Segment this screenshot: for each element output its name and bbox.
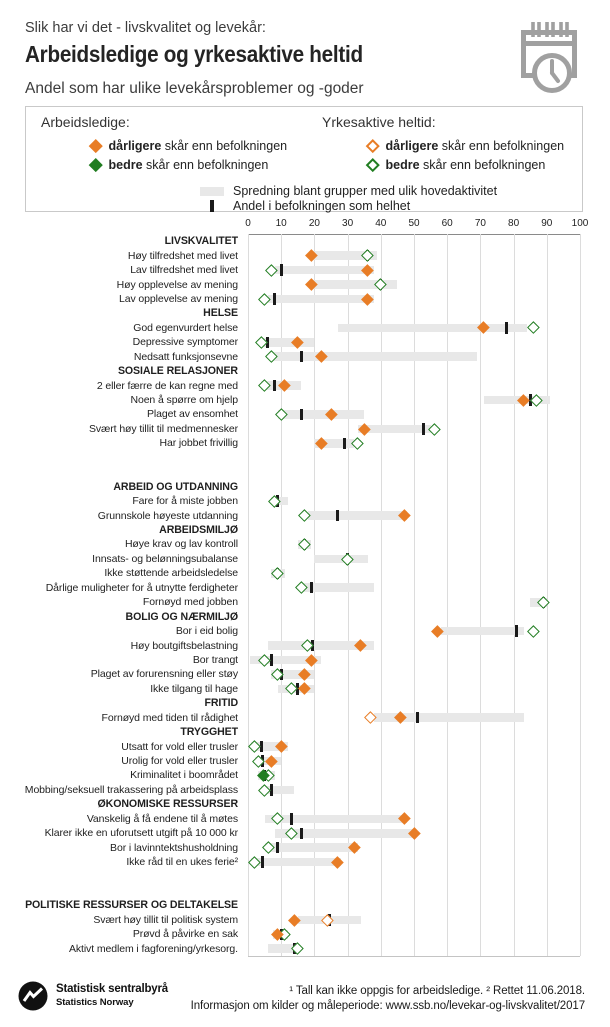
- row-label: 2 eller færre de kan regne med: [96, 379, 238, 392]
- row-label: Ikke støttende arbeidsledelse: [104, 567, 238, 580]
- population-tick: [261, 856, 264, 867]
- row-label: Fornøyd med tiden til rådighet: [101, 711, 238, 724]
- row-label: Nedsatt funksjonsevne: [133, 350, 238, 363]
- population-tick: [422, 423, 425, 434]
- section-header-label: TRYGGHET: [180, 726, 238, 739]
- footnote-line-1: ¹ Tall kan ikke oppgis for arbeidsledige. ² Rettet 11.06.2018.: [289, 985, 585, 997]
- population-tick: [336, 510, 339, 521]
- diamond-filled-orange-icon: [89, 139, 102, 152]
- spread-bar-icon: [199, 187, 225, 196]
- row-label: Bor trangt: [192, 653, 238, 666]
- legend-item: [91, 139, 287, 153]
- row-label: Urolig for vold eller trusler: [121, 755, 238, 768]
- spread-bar: [268, 295, 374, 304]
- x-axis-tick-label: 20: [308, 218, 320, 229]
- gridline: [514, 234, 515, 956]
- section-header-label: POLITISKE RESSURSER OG DELTAKELSE: [25, 899, 238, 912]
- org-name-english: Statistics Norway: [56, 997, 134, 1008]
- ssb-logo-icon: [18, 981, 48, 1011]
- row-label: Svært høy tillit til politisk system: [93, 913, 238, 926]
- calendar-clock-icon: [519, 20, 579, 99]
- footnote-line-2: Informasjon om kilder og måleperiode: www.ssb.no/levekar-og-livskvalitet/2017: [190, 999, 585, 1012]
- kicker-text: Slik har vi det - livskvalitet og levekår:: [25, 20, 266, 36]
- row-label: Høye krav og lav kontroll: [124, 538, 238, 551]
- population-tick: [300, 409, 303, 420]
- row-label: Ikke råd til en ukes ferie²: [126, 856, 238, 869]
- row-label: Lav tilfredshet med livet: [130, 264, 238, 277]
- footnotes: [150, 984, 585, 1013]
- population-tick: [290, 813, 293, 824]
- legend-item-label: Spredning blant grupper med ulik hovedaktivitet: [233, 184, 498, 198]
- row-label: Høy opplevelse av mening: [116, 278, 238, 291]
- diamond-outline-green-icon: [366, 158, 379, 171]
- population-tick: [273, 380, 276, 391]
- row-label: Svært høy tillit til medmennesker: [89, 422, 238, 435]
- population-tick: [505, 322, 508, 333]
- section-header-label: ARBEIDSMILJØ: [159, 524, 238, 537]
- row-label: Prøvd å påvirke en sak: [132, 928, 238, 941]
- spread-bar: [268, 944, 295, 953]
- legend-item: [91, 158, 268, 172]
- row-label: God egenvurdert helse: [133, 321, 238, 334]
- diamond-outline-orange-icon: [366, 139, 379, 152]
- section-header-label: HELSE: [203, 307, 238, 320]
- population-tick: [273, 293, 276, 304]
- row-label: Innsats- og belønningsubalanse: [92, 552, 238, 565]
- row-label: Noen å spørre om hjelp: [130, 394, 238, 407]
- row-label: Klarer ikke en uforutsett utgift på 10 000 kr: [44, 827, 238, 840]
- gridline: [547, 234, 548, 956]
- legend-item-label: Andel i befolkningen som helhet: [233, 199, 411, 213]
- spread-bar: [338, 324, 527, 333]
- section-header-label: LIVSKVALITET: [164, 235, 238, 248]
- row-label: Utsatt for vold eller trusler: [121, 740, 238, 753]
- gridline: [447, 234, 448, 956]
- gridline: [248, 234, 249, 956]
- row-label: Har jobbet frivillig: [159, 437, 238, 450]
- legend-item: [368, 139, 564, 153]
- section-header-label: ARBEID OG UTDANNING: [113, 480, 238, 493]
- legend-title-yrkesaktive: Yrkesaktive heltid:: [322, 114, 436, 130]
- gridline: [480, 234, 481, 956]
- legend-item-label: dårligere skår enn befolkningen: [108, 139, 288, 153]
- yrkesaktive-marker: [527, 322, 539, 334]
- legend-item-label: bedre skår enn befolkningen: [385, 158, 546, 172]
- legend-item-label: bedre skår enn befolkningen: [108, 158, 269, 172]
- row-label: Aktivt medlem i fagforening/yrkesorg.: [68, 942, 238, 955]
- population-tick: [310, 582, 313, 593]
- population-tick: [280, 264, 283, 275]
- spread-bar: [304, 583, 374, 592]
- spread-bar: [278, 410, 364, 419]
- population-tick: [343, 438, 346, 449]
- x-axis-tick-label: 100: [571, 218, 589, 229]
- row-label: Fare for å miste jobben: [132, 495, 238, 508]
- legend-item-population: [199, 199, 410, 213]
- org-name: Statistisk sentralbyrå: [56, 983, 168, 995]
- row-label: Ikke tilgang til hage: [150, 682, 238, 695]
- population-tick: [300, 828, 303, 839]
- row-label: Høy boutgiftsbelastning: [130, 639, 238, 652]
- row-label: Grunnskole høyeste utdanning: [97, 509, 238, 522]
- x-axis-tick-label: 80: [508, 218, 520, 229]
- section-header-label: FRITID: [204, 697, 238, 710]
- row-label: Fornøyd med jobben: [142, 596, 238, 609]
- x-axis-tick-label: 50: [408, 218, 420, 229]
- population-tick: [515, 625, 518, 636]
- legend-item-spread: [199, 184, 497, 198]
- legend-item-label: dårligere skår enn befolkningen: [385, 139, 565, 153]
- x-axis-tick-label: 40: [375, 218, 387, 229]
- axis-bottom-line: [248, 956, 580, 957]
- spread-bar: [265, 815, 408, 824]
- x-axis-tick-label: 30: [342, 218, 354, 229]
- dot-range-chart: [0, 218, 610, 963]
- row-label: Vanskelig å få endene til å møtes: [86, 812, 238, 825]
- x-axis-tick-label: 90: [541, 218, 553, 229]
- ssb-branding: [18, 981, 168, 1011]
- row-label: Dårlige muligheter for å utnytte ferdigheter: [45, 581, 238, 594]
- row-label: Depressive symptomer: [132, 336, 238, 349]
- diamond-filled-green-icon: [89, 158, 102, 171]
- gridline: [414, 234, 415, 956]
- row-label: Bor i lavinntektshusholdning: [110, 841, 238, 854]
- population-tick: [276, 842, 279, 853]
- row-label: Høy tilfredshet med livet: [127, 249, 238, 262]
- spread-bar: [441, 627, 524, 636]
- x-axis-tick-label: 70: [474, 218, 486, 229]
- section-header-label: ØKONOMISKE RESSURSER: [97, 798, 238, 811]
- row-label: Kriminalitet i boområdet: [130, 769, 238, 782]
- row-label: Mobbing/seksuell trakassering på arbeidsplass: [24, 783, 238, 796]
- x-axis-tick-label: 0: [245, 218, 251, 229]
- page-title: Arbeidsledige og yrkesaktive heltid: [25, 41, 363, 67]
- x-axis-tick-label: 60: [441, 218, 453, 229]
- gridline: [580, 234, 581, 956]
- legend-item: [368, 158, 545, 172]
- population-tick: [416, 712, 419, 723]
- spread-bar: [308, 511, 408, 520]
- population-tick: [300, 351, 303, 362]
- legend-box: [25, 106, 583, 212]
- legend-title-arbeidsledige: Arbeidsledige:: [41, 114, 130, 130]
- row-label: Bor i eid bolig: [175, 625, 238, 638]
- x-axis-tick-label: 10: [275, 218, 287, 229]
- row-label: Plaget av ensomhet: [146, 408, 238, 421]
- spread-bar: [251, 858, 341, 867]
- section-header-label: SOSIALE RELASJONER: [117, 365, 238, 378]
- section-header-label: BOLIG OG NÆRMILJØ: [125, 610, 238, 623]
- yrkesaktive-marker: [527, 625, 539, 637]
- row-label: Plaget av forurensning eller støy: [90, 668, 238, 681]
- spread-bar: [275, 266, 375, 275]
- row-label: Lav opplevelse av mening: [118, 292, 238, 305]
- gridline: [381, 234, 382, 956]
- population-tick-icon: [199, 200, 225, 212]
- page-subtitle: Andel som har ulike levekårsproblemer og -goder: [25, 80, 364, 97]
